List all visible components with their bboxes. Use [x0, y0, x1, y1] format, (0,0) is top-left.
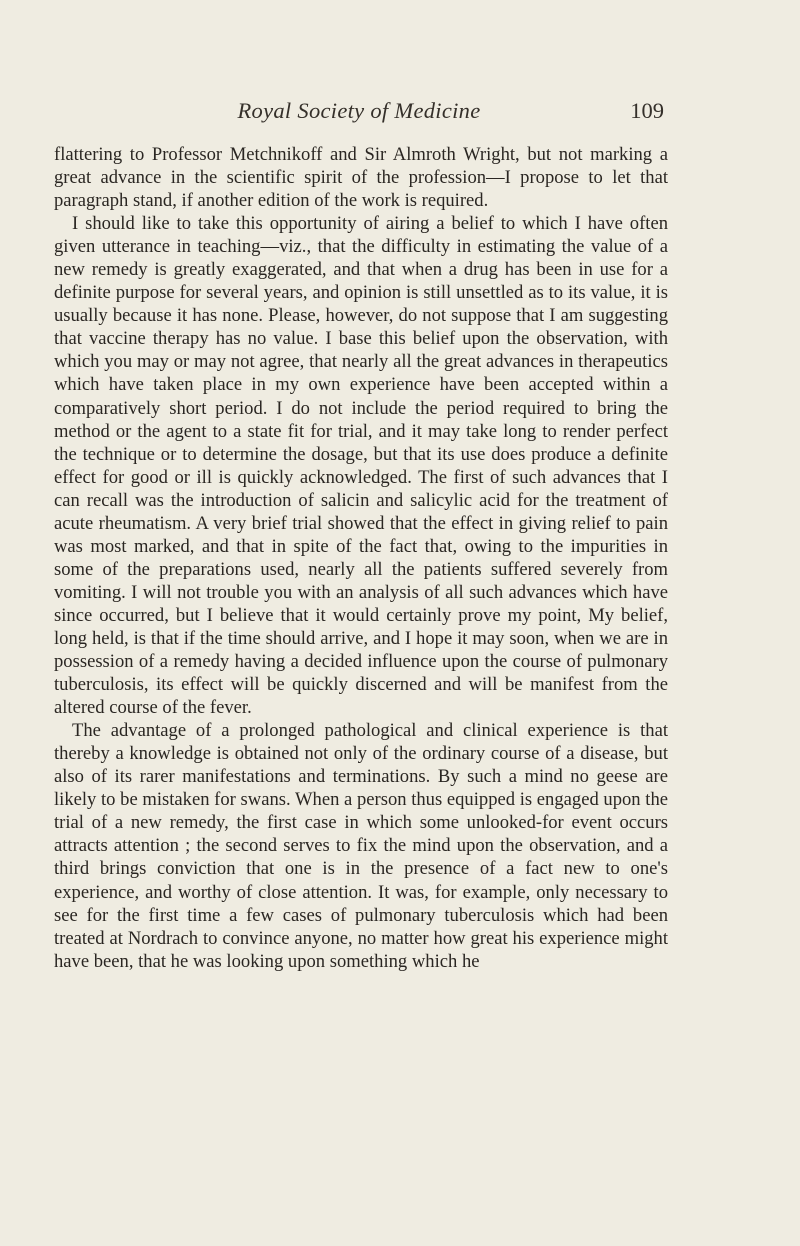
running-header — [54, 98, 664, 130]
page-number: 109 — [630, 98, 664, 123]
running-title: Royal Society of Medicine — [237, 98, 481, 123]
body-text — [54, 143, 668, 973]
paragraph-continued: flattering to Professor Metchnikoff and Sir Almroth Wright, but not marking a great advance in the scientific spirit of the profession—I propose to let that paragraph stand, if another edition of the work is required. — [54, 144, 668, 212]
paragraph: I should like to take this opportunity of airing a belief to which I have often given utterance in teaching—viz., that the difficulty in estimating the value of a new remedy is greatly exaggerated, and that when a drug has been in use for a definite purpose for several years, and opinion is still unsettled as to its value, it is usually because it has none. Please, however, do not suppose that I am suggesting that vaccine therapy has no value. I base this belief upon the observation, with which you may or may not agree, that nearly all the great advances in therapeutics which have taken place in my own experience have been accepted within a comparatively short period. I do not include the period required to bring the method or the agent to a state fit for trial, and it may take long to render perfect the technique or to determine the dosage, but that its use does produce a definite effect for good or ill is quickly acknowledged. The first of such advances that I can recall was the introduction of salicin and salicylic acid for the treatment of acute rheumatism. A very brief trial showed that the effect in giving relief to pain was most marked, and that in spite of the fact that, owing to the impurities in some of the preparations used, nearly all the patients suffered severely from vomiting. I will not trouble you with an analysis of all such advances which have since occurred, but I believe that it would certainly prove my point, My belief, long held, is that if the time should arrive, and I hope it may soon, when we are in possession of a remedy having a decided influence upon the course of pulmonary tuberculosis, its effect will be quickly discerned and will be manifest from the altered course of the fever. — [54, 213, 668, 719]
paragraph: The advantage of a prolonged pathological and clinical experience is that thereby a knowledge is obtained not only of the ordinary course of a disease, but also of its rarer manifestations and terminations. By such a mind no geese are likely to be mistaken for swans. When a person thus equipped is engaged upon the trial of a new remedy, the first case in which some unlooked-for event occurs attracts attention ; the second serves to fix the mind upon the observation, and a third brings conviction that one is in the presence of a fact new to one's experience, and worthy of close attention. It was, for example, only necessary to see for the first time a few cases of pulmonary tuberculosis which had been treated at Nordrach to convince anyone, no matter how great his experience might have been, that he was looking upon something which he — [54, 720, 668, 972]
